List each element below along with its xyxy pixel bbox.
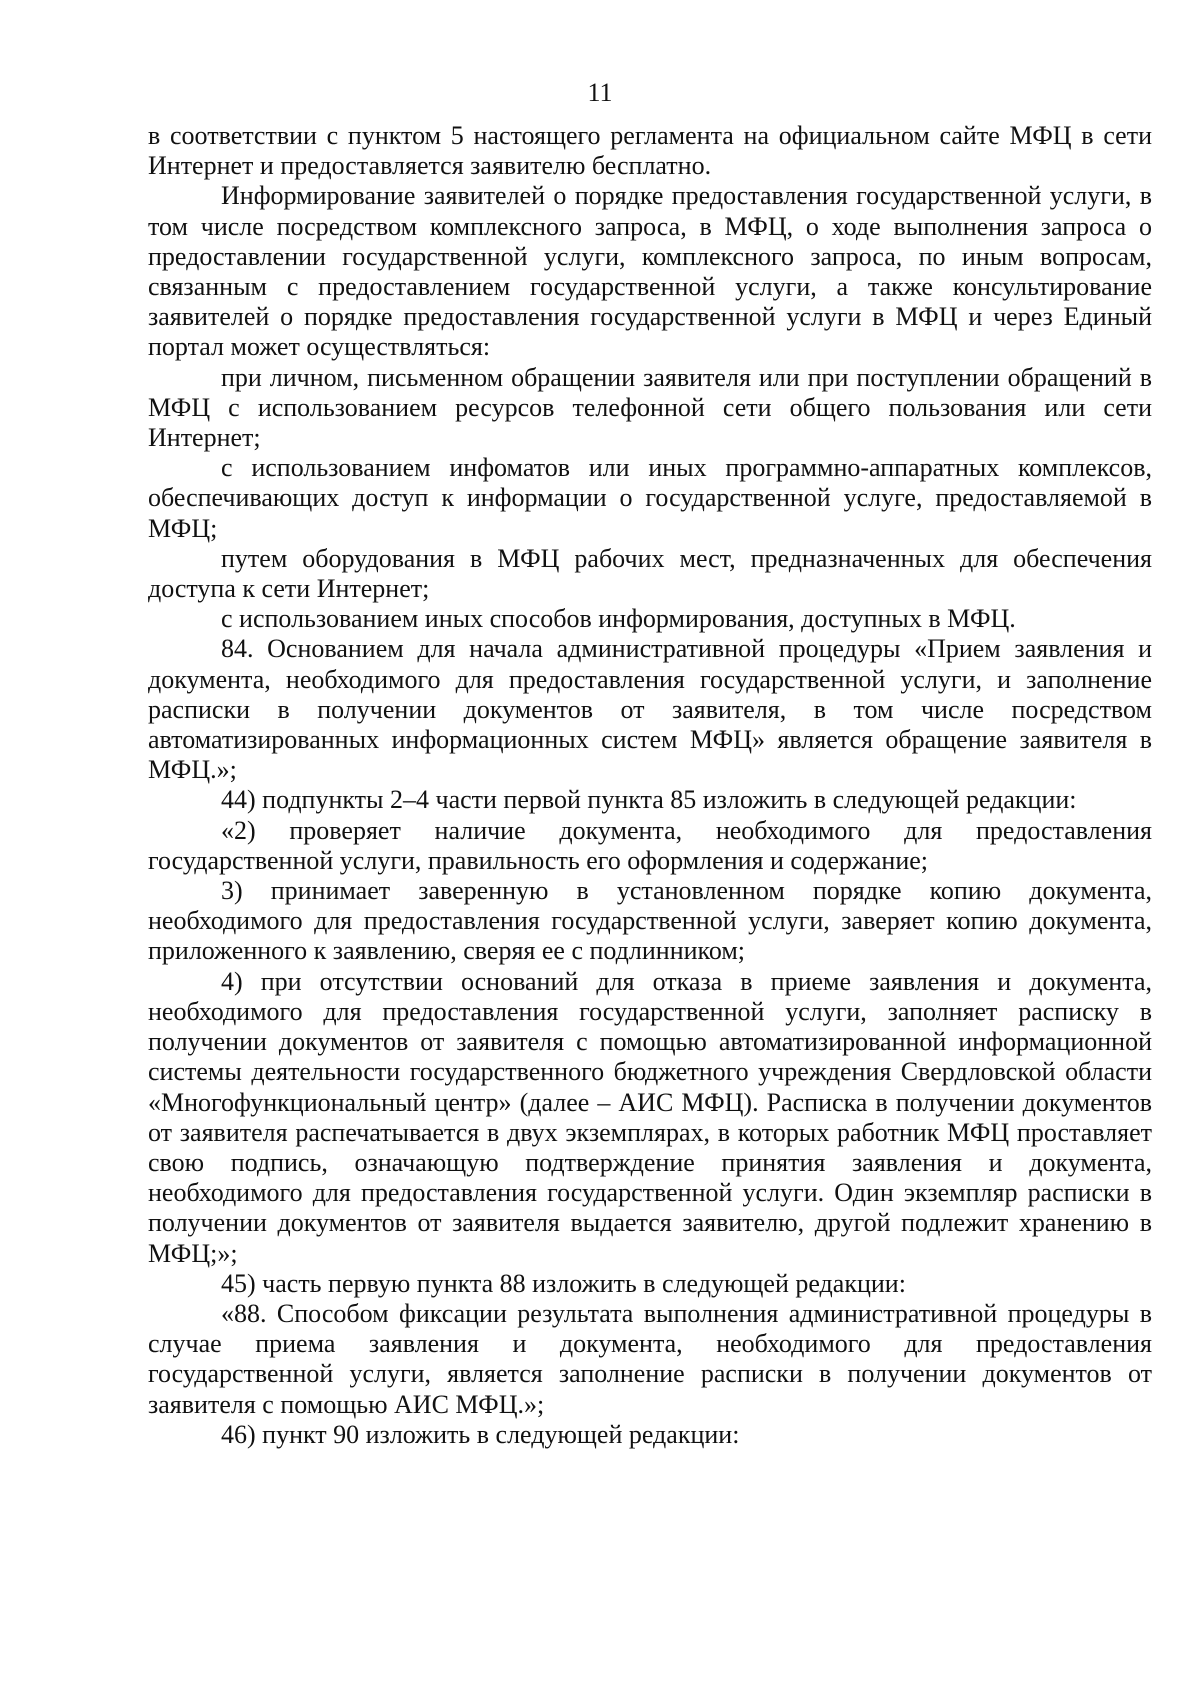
paragraph-other-methods: с использованием иных способов информирования, доступных в МФЦ.	[221, 604, 1016, 634]
paragraph-item-84: 84. Основанием для начала административной процедуры «Прием заявления и документа, необходимого для предоставления государственной услуги, и заполнение расписки в получении документов от заявителя, в том числе посредством автоматизированных информационных систем МФЦ» является обращение заявителя в МФЦ.»;	[148, 634, 1152, 785]
paragraph-workstations: путем оборудования в МФЦ рабочих мест, предназначенных для обеспечения доступа к сети Интернет;	[148, 543, 1152, 604]
paragraph-infomats: с использованием инфоматов или иных программно-аппаратных комплексов, обеспечивающих доступ к информации о государственной услуге, предоставляемой в МФЦ;	[148, 453, 1152, 543]
paragraph-subitem-2: «2) проверяет наличие документа, необходимого для предоставления государственной услуги, правильность его оформления и содержание;	[148, 815, 1152, 875]
page-number: 11	[587, 78, 613, 107]
paragraph-subitem-4: 4) при отсутствии оснований для отказа в приеме заявления и документа, необходимого для предоставления государственной услуги, заполняет расписку в получении документов от заявителя с помощью автоматизированной информационной системы деятельности государственного бюджетного учреждения Свердловской области «Многофункциональный центр» (далее – АИС МФЦ). Расписка в получении документов от заявителя распечатывается в двух экземплярах, в которых работник МФЦ проставляет свою подпись, означающую подтверждение принятия заявления и документа, необходимого для предоставления государственной услуги. Один экземпляр расписки в получении документов от заявителя выдается заявителю, другой подлежит хранению в МФЦ;»;	[148, 966, 1152, 1268]
paragraph-informing-applicants: Информирование заявителей о порядке предоставления государственной услуги, в том числе посредством комплексного запроса, в МФЦ, о ходе выполнения запроса о предоставлении государственной услуги, комплексного запроса, по иным вопросам, связанным с предоставлением государственной услуги, а также консультирование заявителей о порядке предоставления государственной услуги в МФЦ и через Единый портал может осуществляться:	[148, 181, 1152, 362]
paragraph-item-88: «88. Способом фиксации результата выполнения административной процедуры в случае приема заявления и документа, необходимого для предоставления государственной услуги, является заполнение расписки в получении документов от заявителя с помощью АИС МФЦ.»;	[148, 1298, 1152, 1419]
document-body	[148, 121, 1152, 1450]
paragraph-amendment-44: 44) подпункты 2–4 части первой пункта 85 изложить в следующей редакции:	[221, 785, 1077, 815]
paragraph-subitem-3: 3) принимает заверенную в установленном порядке копию документа, необходимого для предоставления государственной услуги, заверяет копию документа, приложенного к заявлению, сверяя ее с подлинником;	[148, 876, 1152, 966]
paragraph-amendment-45: 45) часть первую пункта 88 изложить в следующей редакции:	[221, 1268, 906, 1298]
paragraph-amendment-46: 46) пункт 90 изложить в следующей редакции:	[221, 1419, 740, 1449]
paragraph-continuation: в соответствии с пунктом 5 настоящего регламента на официальном сайте МФЦ в сети Интернет и предоставляется заявителю бесплатно.	[148, 121, 1152, 181]
paragraph-personal-appeal: при личном, письменном обращении заявителя или при поступлении обращений в МФЦ с использованием ресурсов телефонной сети общего пользования или сети Интернет;	[148, 362, 1152, 453]
